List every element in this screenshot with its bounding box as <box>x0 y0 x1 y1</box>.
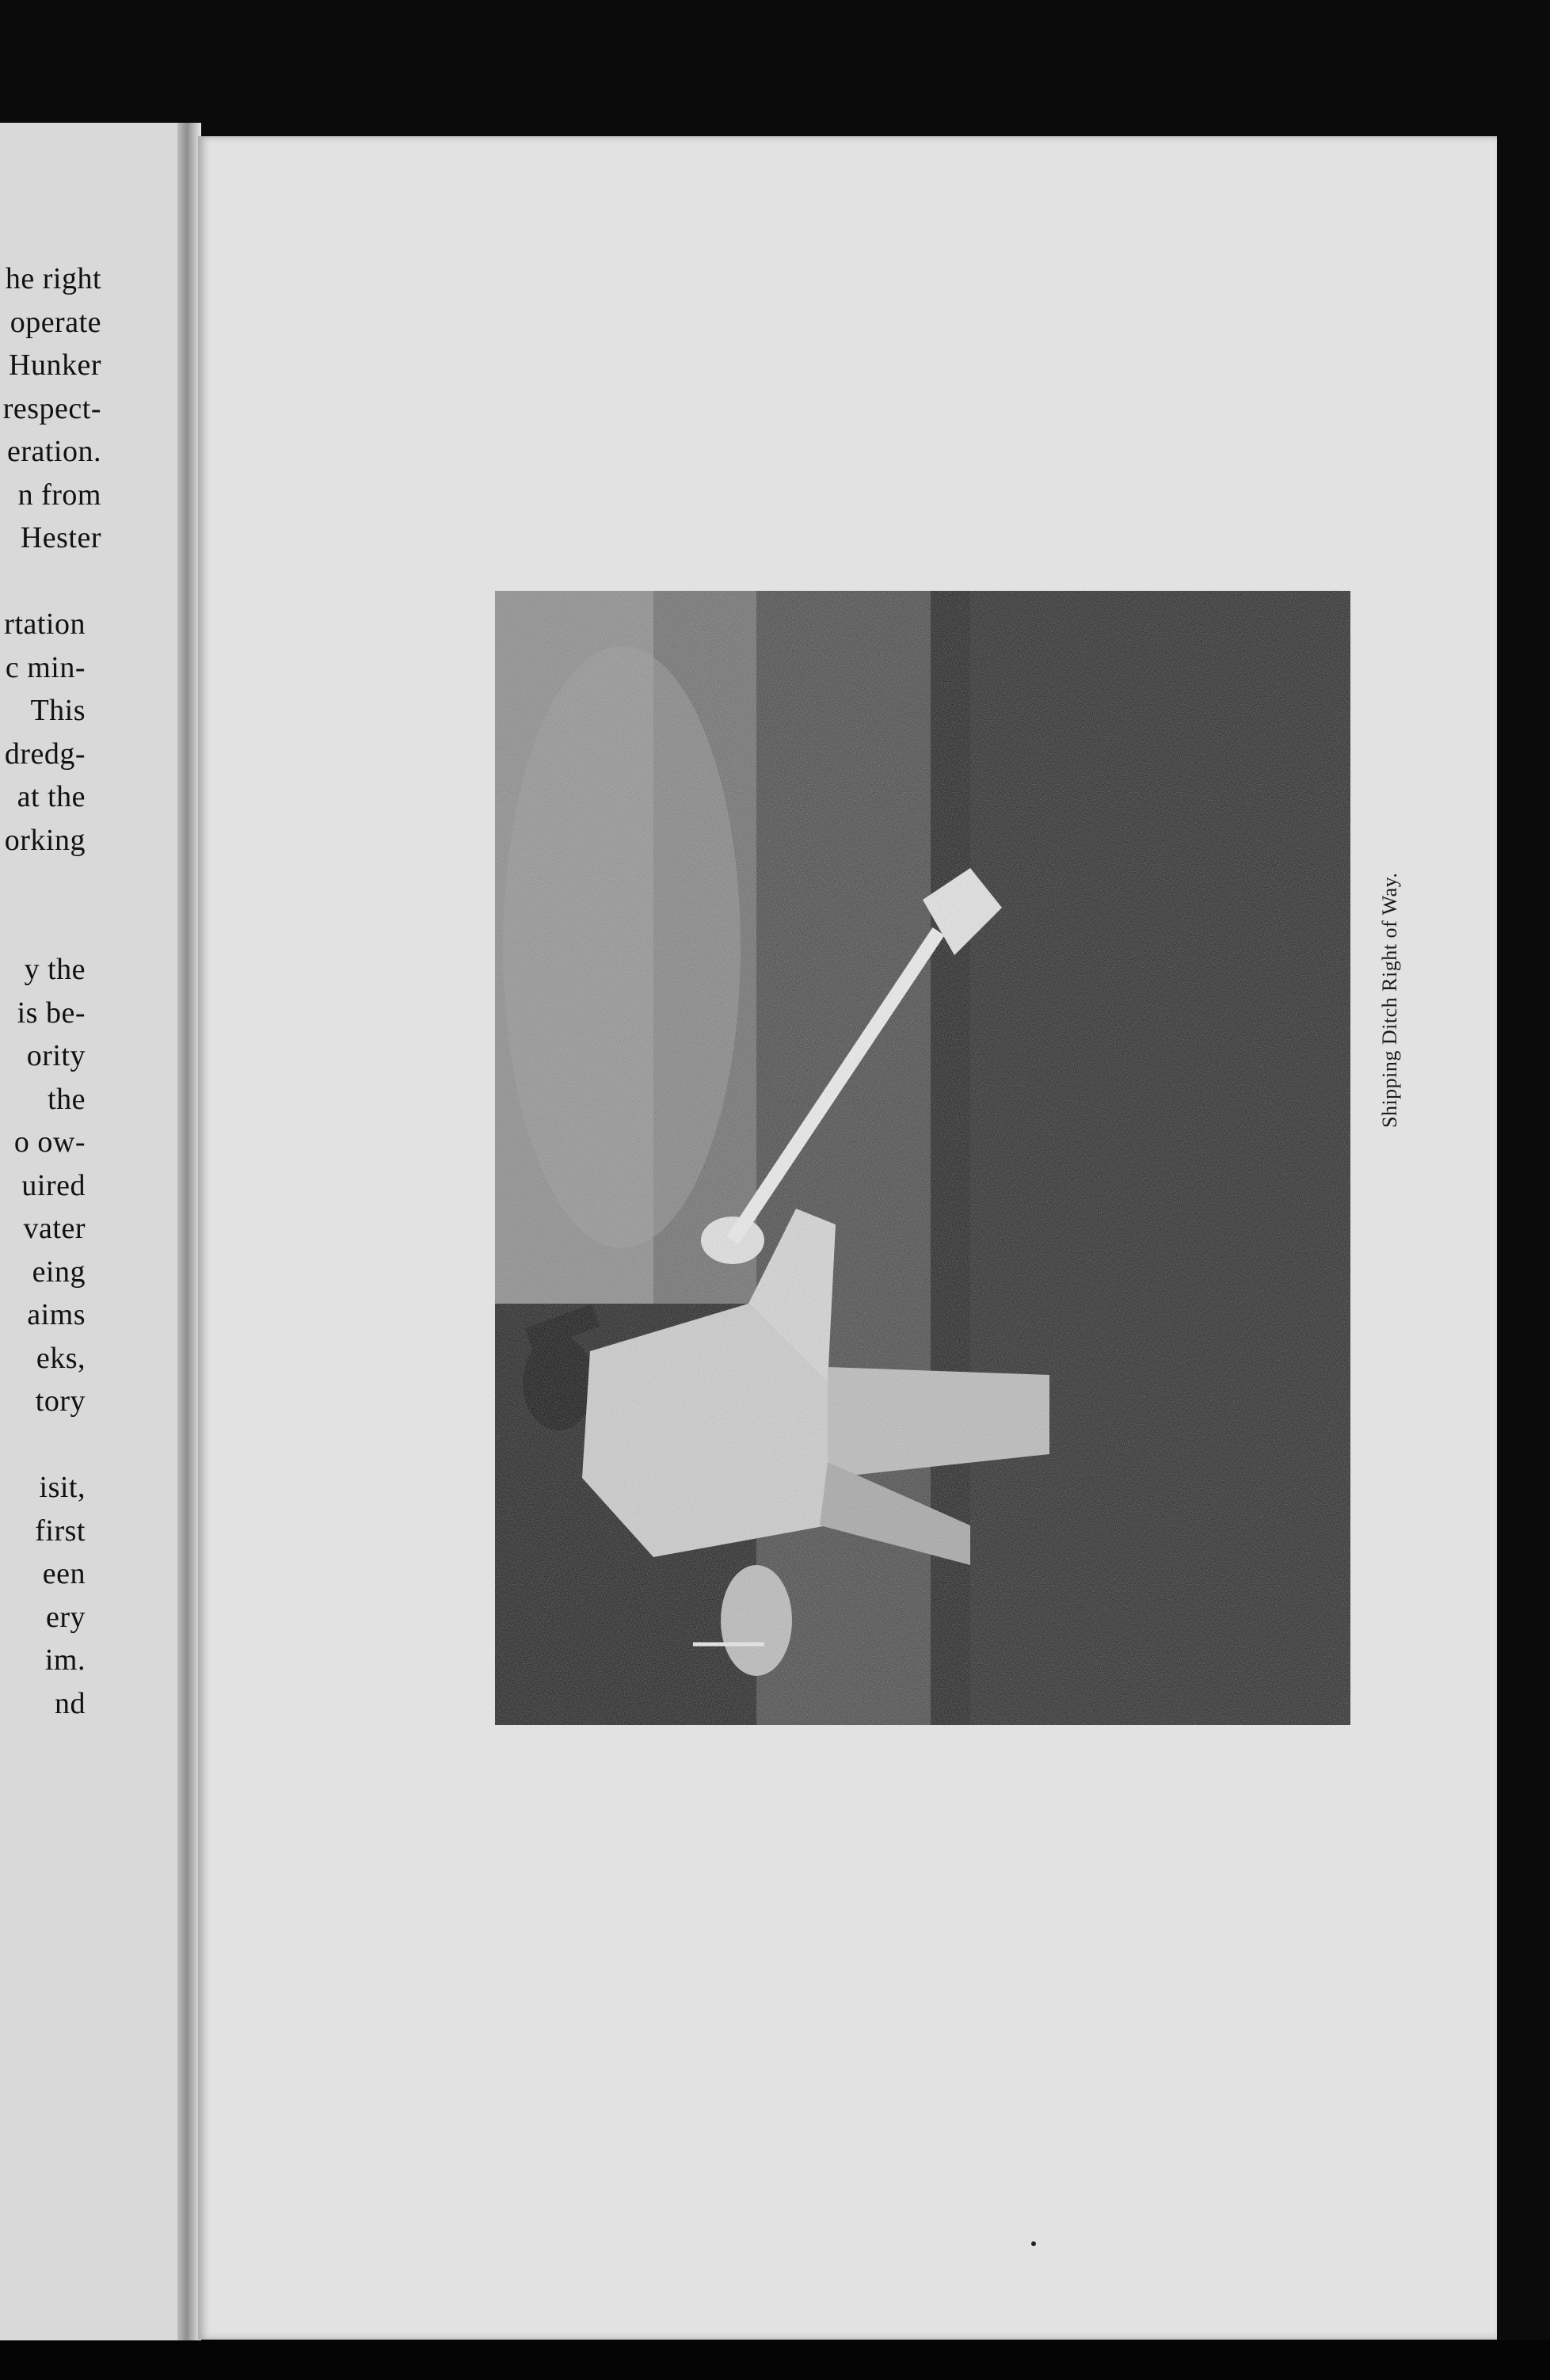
previous-page-line: Hunker <box>9 348 101 382</box>
previous-page-line: y the <box>24 953 86 986</box>
previous-page-line: he right <box>5 262 101 295</box>
previous-page-line: This <box>30 694 86 727</box>
previous-page <box>0 123 189 2340</box>
previous-page-line: rtation <box>4 607 86 641</box>
previous-page-line: Hester <box>20 521 101 554</box>
previous-page-line: ery <box>45 1600 86 1634</box>
previous-page-line: eration. <box>6 435 101 468</box>
previous-page-line: first <box>35 1514 86 1548</box>
page-speck <box>1031 2241 1036 2246</box>
previous-page-line: operate <box>10 305 101 339</box>
photo-caption: Shipping Ditch Right of Way. <box>1378 872 1401 1128</box>
previous-page-line: dredg- <box>4 737 86 771</box>
previous-page-line: een <box>42 1557 86 1590</box>
previous-page-line: vater <box>23 1212 86 1245</box>
previous-page-line: n from <box>17 478 101 512</box>
previous-page-line: isit, <box>39 1471 86 1504</box>
previous-page-line: c min- <box>5 650 86 684</box>
scan-border <box>0 2340 1550 2380</box>
previous-page-line: at the <box>17 780 86 813</box>
previous-page-line: respect- <box>2 391 101 425</box>
photograph-image <box>495 591 1350 1725</box>
previous-page-line: orking <box>4 823 86 857</box>
previous-page-line: ority <box>26 1039 86 1072</box>
ditch-photograph <box>495 591 1350 1725</box>
previous-page-line: is be- <box>17 996 86 1030</box>
plate-page <box>198 136 1497 2340</box>
previous-page-line: nd <box>55 1686 86 1720</box>
previous-page-line: the <box>48 1082 86 1116</box>
previous-page-line: aims <box>27 1298 86 1331</box>
previous-page-line: eks, <box>36 1341 86 1375</box>
previous-page-line: tory <box>35 1384 86 1418</box>
previous-page-line: uired <box>21 1168 86 1202</box>
previous-page-line: im. <box>44 1643 86 1677</box>
previous-page-line: eing <box>32 1255 86 1289</box>
previous-page-line: o ow- <box>13 1125 86 1159</box>
